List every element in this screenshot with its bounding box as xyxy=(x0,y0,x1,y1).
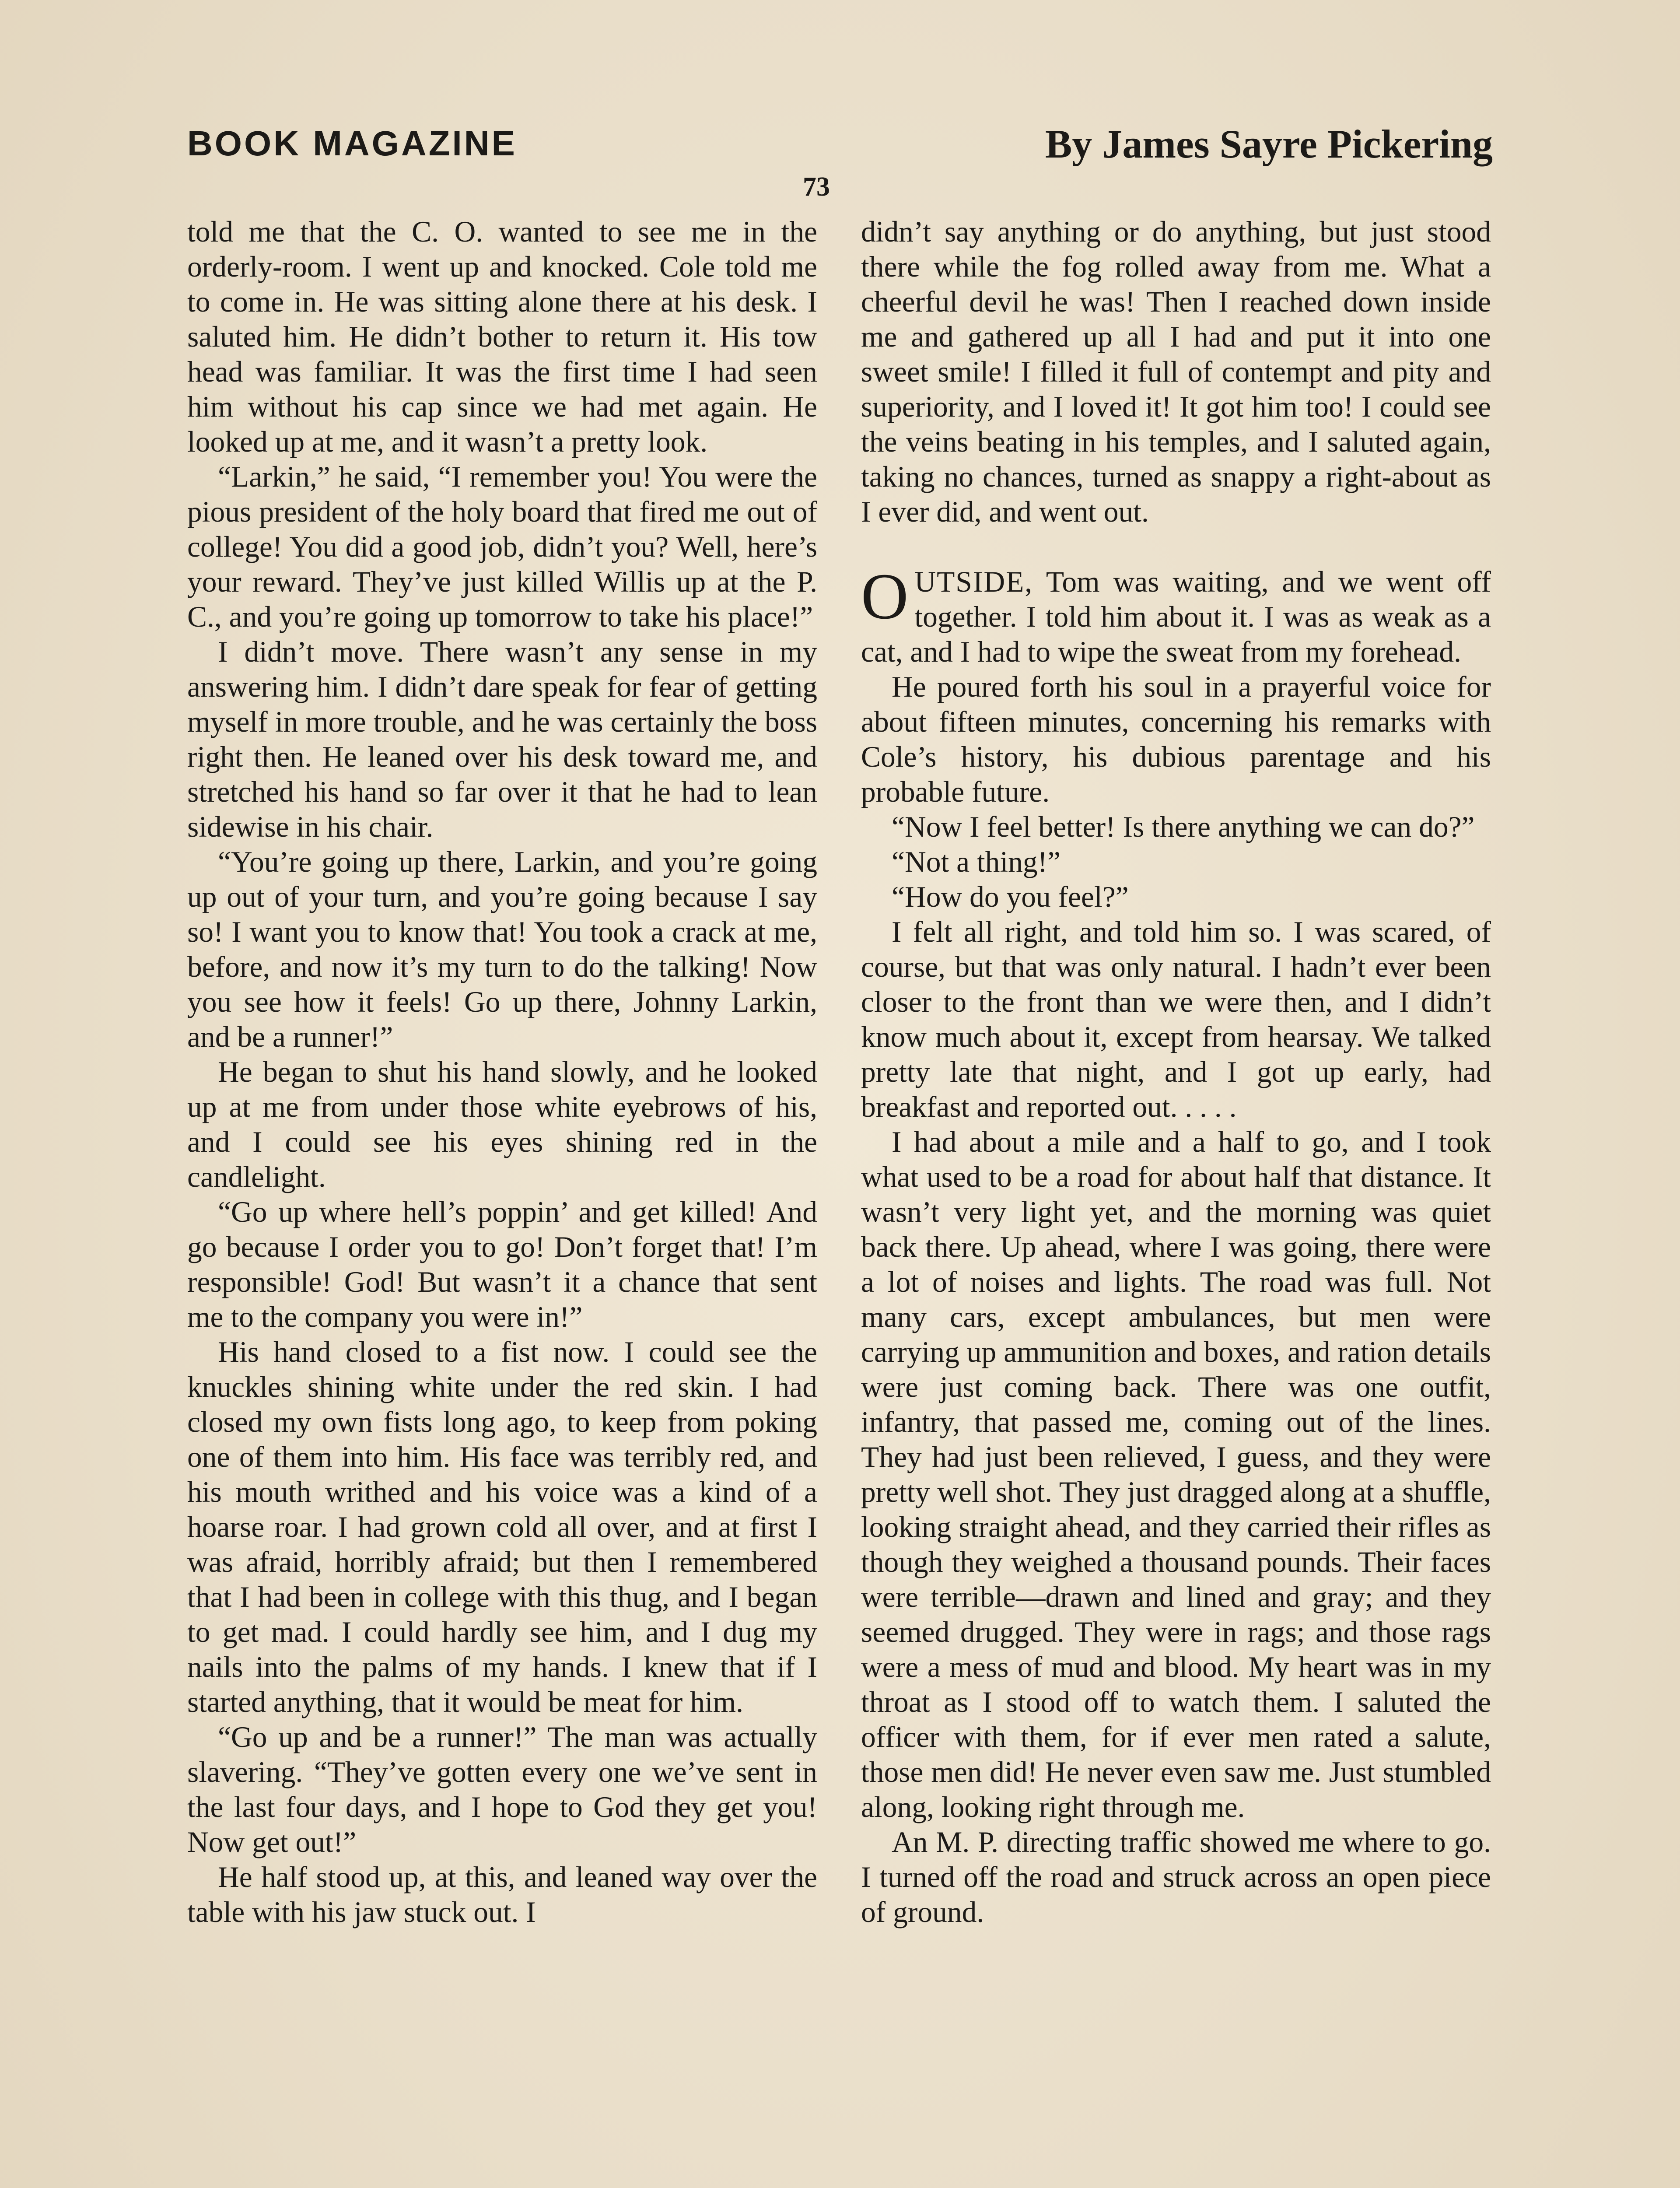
paragraph: His hand closed to a fist now. I could see the knuckles shining white under the red skin. I had closed my own fists long ago, to keep from poking one of them into him. His face was terribly red, and his mouth writhed and his voice was a kind of a hoarse roar. I had grown cold all over, and at first I was afraid, horribly afraid; but then I remembered that I had been in college with this thug, and I began to get mad. I could hardly see him, and I dug my nails into the palms of my hands. I knew that if I started anything, that it would be meat for him. xyxy=(187,1336,817,1718)
paragraph: told me that the C. O. wanted to see me in the orderly-room. I went up and knocked. Cole told me to come in. He was sitting alone there at his desk. I saluted him. He didn’t bother to return it. His tow head was familiar. It was the first time I had seen him without his cap since we had met again. He looked up at me, and it wasn’t a pretty look. xyxy=(187,215,817,458)
paragraph: He began to shut his hand slowly, and he looked up at me from under those white eyebrows of his, and I could see his eyes shining red in the candlelight. xyxy=(187,1055,817,1193)
running-head xyxy=(187,123,1493,176)
section-opening-paragraph xyxy=(861,560,1491,670)
paragraph: “Not a thing!” xyxy=(892,845,1061,878)
paragraph: “How do you feel?” xyxy=(892,880,1129,913)
paragraph: “You’re going up there, Larkin, and you’re going up out of your turn, and you’re going because I say so! I want you to know that! You took a crack at me, before, and now it’s my turn to do the talking! Now you see how it feels! Go up there, Johnny Larkin, and be a runner!” xyxy=(187,845,817,1053)
paragraph: “Now I feel better! Is there anything we can do?” xyxy=(892,810,1475,843)
section-lead-word: UTSIDE, xyxy=(914,565,1033,598)
paragraph: didn’t say anything or do anything, but just stood there while the fog rolled away from me. What a cheerful devil he was! Then I reached down inside me and gathered up all I had and put it into one sweet smile! I filled it full of contempt and pity and superiority, and I loved it! It got him too! I could see the veins beating in his temples, and I saluted again, taking no chances, turned as snappy a right-about as I ever did, and went out. xyxy=(861,215,1491,528)
page-number: 73 xyxy=(803,172,830,202)
paragraph: “Larkin,” he said, “I remember you! You were the pious president of the holy board that fired me out of college! You did a good job, didn’t you? Well, here’s your reward. They’ve just killed Willis up at the P. C., and you’re going up tomorrow to take his place!” xyxy=(187,460,817,633)
paragraph: He poured forth his soul in a prayerful voice for about fifteen minutes, concerning his remarks with Cole’s history, his dubious parentage and his probable future. xyxy=(861,670,1491,808)
paragraph: I felt all right, and told him so. I was scared, of course, but that was only natural. I hadn’t ever been closer to the front than we were then, and I didn’t know much about it, except from hearsay. We talked pretty late that night, and I got up early, had breakfast and reported out. . . . . xyxy=(861,915,1491,1123)
left-column xyxy=(187,214,817,2188)
paragraph: “Go up and be a runner!” The man was actually slavering. “They’ve gotten every one we’ve sent in the last four days, and I hope to God they get you! Now get out!” xyxy=(187,1721,817,1858)
paragraph: I had about a mile and a half to go, and I took what used to be a road for about half that distance. It wasn’t very light yet, and the morning was quiet back there. Up ahead, where I was going, there were a lot of noises and lights. The road was full. Not many cars, except ambulances, but men were carrying up ammunition and boxes, and ration details were just coming back. There was one outfit, infantry, that passed me, coming out of the lines. They had just been relieved, I guess, and they were pretty well shot. They just dragged along at a shuffle, looking straight ahead, and they carried their rifles as though they weighed a thousand pounds. Their faces were terrible—drawn and lined and gray; and they seemed drugged. They were in rags; and those rags were a mess of mud and blood. My heart was in my throat as I stood off to watch them. I saluted the officer with them, for if ever men rated a salute, those men did! He never even saw me. Just stumbled along, looking right through me. xyxy=(861,1126,1491,1823)
drop-cap: O xyxy=(861,560,909,633)
right-column xyxy=(861,214,1491,2188)
section-opening-text: Tom was waiting, and we went off together. I told him about it. I was as weak as a cat, and I had to wipe the sweat from my forehead. xyxy=(861,565,1491,668)
author-byline: By James Sayre Pickering xyxy=(1045,122,1493,166)
paragraph: I didn’t move. There wasn’t any sense in my answering him. I didn’t dare speak for fear of getting myself in more trouble, and he was certainly the boss right then. He leaned over his desk toward me, and stretched his hand so far over it that he had to lean sidewise in his chair. xyxy=(187,635,817,843)
paragraph: An M. P. directing traffic showed me where to go. I turned off the road and struck across an open piece of ground. xyxy=(861,1826,1491,1929)
paragraph: He half stood up, at this, and leaned way over the table with his jaw stuck out. I xyxy=(187,1861,817,1929)
paragraph: “Go up where hell’s poppin’ and get killed! And go because I order you to go! Don’t forget that! I’m responsible! God! But wasn’t it a chance that sent me to the company you were in!” xyxy=(187,1196,817,1333)
magazine-title: BOOK MAGAZINE xyxy=(187,124,517,163)
